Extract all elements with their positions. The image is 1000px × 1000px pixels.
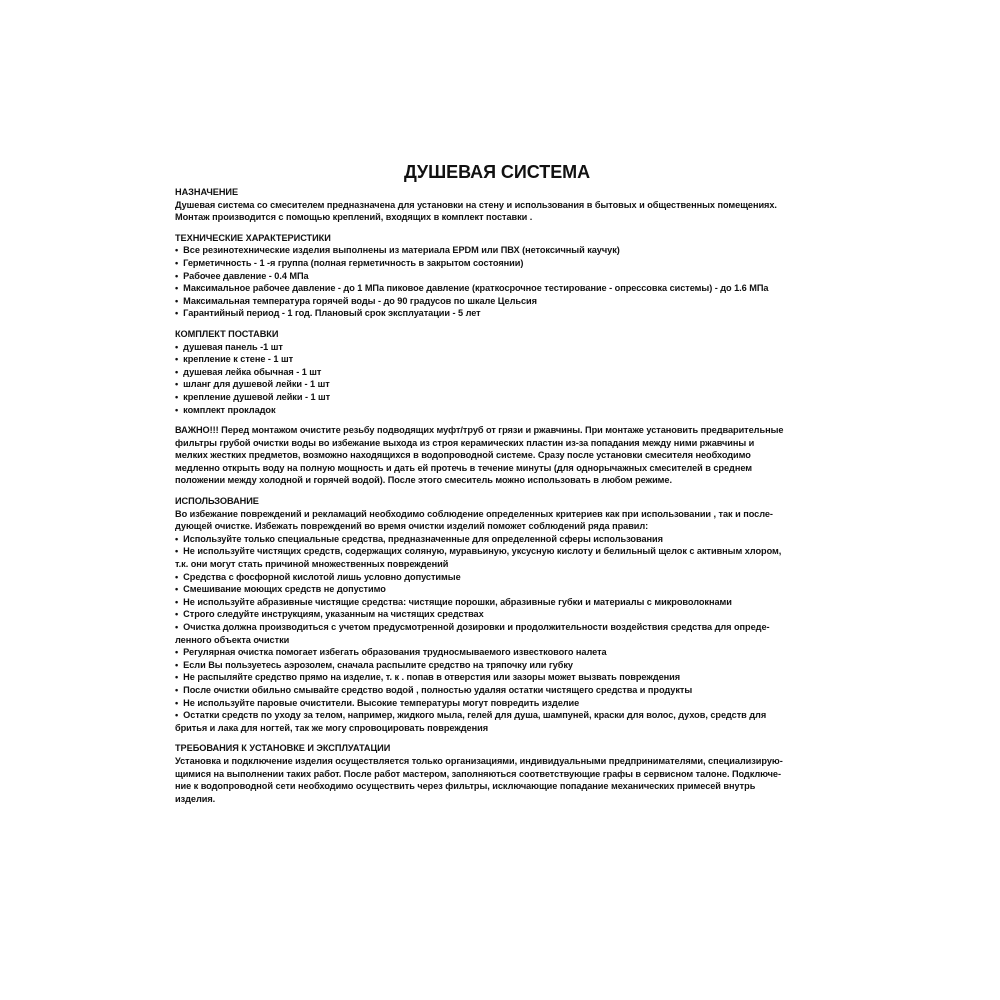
usage-item: • После очистки обильно смывайте средство водой , полностью удаляя остатки чистящего средства и продукты [175,684,835,697]
install-line: щимися на выполнении таких работ. После работ мастером, заполняються соответствующие графы в сервисном талоне. Подключе- [175,768,781,779]
purpose-line: Душевая система со смесителем предназначена для установки на стену и использования в бытовых и общественных помещениях. [175,199,777,210]
spec-item: • Гарантийный период - 1 год. Плановый срок эксплуатации - 5 лет [175,307,835,320]
usage-item: • Если Вы пользуетесь аэрозолем, сначала распылите средство на тряпочку или губку [175,659,835,672]
kit-item: • шланг для душевой лейки - 1 шт [175,378,835,391]
spec-item: • Максимальная температура горячей воды - до 90 градусов по шкале Цельсия [175,295,835,308]
usage-item: • Регулярная очистка помогает избегать образования трудносмываемого известкового налета [175,646,835,659]
kit-item: • крепление душевой лейки - 1 шт [175,391,835,404]
install-line: изделия. [175,793,216,804]
kit-item: • душевая лейка обычная - 1 шт [175,366,835,379]
usage-item: • Строго следуйте инструкциям, указанным на чистящих средствах [175,608,835,621]
page-title: ДУШЕВАЯ СИСТЕМА [403,162,591,182]
install-heading: ТРЕБОВАНИЯ К УСТАНОВКЕ И ЭКСПЛУАТАЦИИ [175,743,391,754]
document-body [175,161,835,813]
kit-section [175,328,835,416]
spec-item: • Максимальное рабочее давление - до 1 МПа пиковое давление (краткосрочное тестирование - опрессовка системы) - до 1.6 МПа [175,282,835,295]
kit-heading: КОМПЛЕКТ ПОСТАВКИ [175,328,279,339]
usage-item: • Не распыляйте средство прямо на изделие, т. к . попав в отверстия или зазоры может вызвать повреждения [175,671,835,684]
important-section [175,424,835,487]
kit-item: • комплект прокладок [175,404,835,417]
usage-intro-line: Во избежание повреждений и рекламаций необходимо соблюдение определенных критериев как при использовании , так и после- [175,508,773,519]
usage-intro-line: дующей очистке. Избежать повреждений во время очистки изделий поможет соблюдений ряда правил: [175,521,649,532]
spec-item: • Рабочее давление - 0.4 МПа [175,270,835,283]
important-line: медленно открыть воду на полную мощность и дать ей протечь в течение минуты (для однорычажных смесителей в среднем [175,462,753,473]
usage-item: • Используйте только специальные средства, предназначенные для определенной сферы использования [175,533,835,546]
spec-item: • Герметичность - 1 -я группа (полная герметичность в закрытом состоянии) [175,257,835,270]
usage-item-continuation: бритья и лака для ногтей, так же могу спровоцировать повреждения [175,722,489,733]
purpose-line: Монтаж производится с помощью креплений, входящих в комплект поставки . [175,212,533,223]
usage-item: • Не используйте паровые очистители. Высокие температуры могут повредить изделие [175,697,835,710]
important-line: мелких жестких предметов, возможно находящихся в водопроводной системе. Сразу после установки смесителя необходимо [175,450,751,461]
important-line: ВАЖНО!!! Перед монтажом очистите резьбу подводящих муфт/труб от грязи и ржавчины. При монтаже установить предварительные [175,425,784,436]
specs-section [175,232,835,320]
important-line: фильтры грубой очистки воды во избежание выхода из строя керамических пластин из-за попадания между ними ржавчины и [175,437,755,448]
important-line: положении между холодной и горячей водой). После этого смеситель можно использовать в любом режиме. [175,475,672,486]
usage-item: • Средства с фосфорной кислотой лишь условно допустимые [175,571,835,584]
usage-item: • Не используйте чистящих средств, содержащих соляную, муравьиную, уксусную кислоту и белильный щелок с активным хлором, [175,545,835,558]
usage-item: • Смешивание моющих средств не допустимо [175,583,835,596]
usage-item: • Очистка должна производиться с учетом предусмотренной дозировки и продолжительности воздействия средства для опреде- [175,621,835,634]
specs-heading: ТЕХНИЧЕСКИЕ ХАРАКТЕРИСТИКИ [175,232,331,243]
install-line: Установка и подключение изделия осуществляется только организациями, индивидуальными предпринимателями, специализирую- [175,755,783,766]
kit-item: • крепление к стене - 1 шт [175,353,835,366]
install-section [175,742,835,805]
spec-item: • Все резинотехнические изделия выполнены из материала EPDM или ПВХ (нетоксичный каучук) [175,244,835,257]
purpose-section [175,186,835,224]
kit-item: • душевая панель -1 шт [175,341,835,354]
usage-section [175,495,835,734]
purpose-heading: НАЗНАЧЕНИЕ [175,187,239,197]
usage-item: • Не используйте абразивные чистящие средства: чистящие порошки, абразивные губки и материалы с микроволокнами [175,596,835,609]
usage-item-continuation: ленного объекта очистки [175,634,290,645]
usage-item: • Остатки средств по уходу за телом, например, жидкого мыла, гелей для душа, шампуней, краски для волос, духов, средств для [175,709,835,722]
usage-heading: ИСПОЛЬЗОВАНИЕ [175,496,259,507]
install-line: ние к водопроводной сети необходимо осуществить через фильтры, исключающие попадание механических примесей внутрь [175,781,756,792]
usage-item-continuation: т.к. они могут стать причиной множественных повреждений [175,559,449,570]
